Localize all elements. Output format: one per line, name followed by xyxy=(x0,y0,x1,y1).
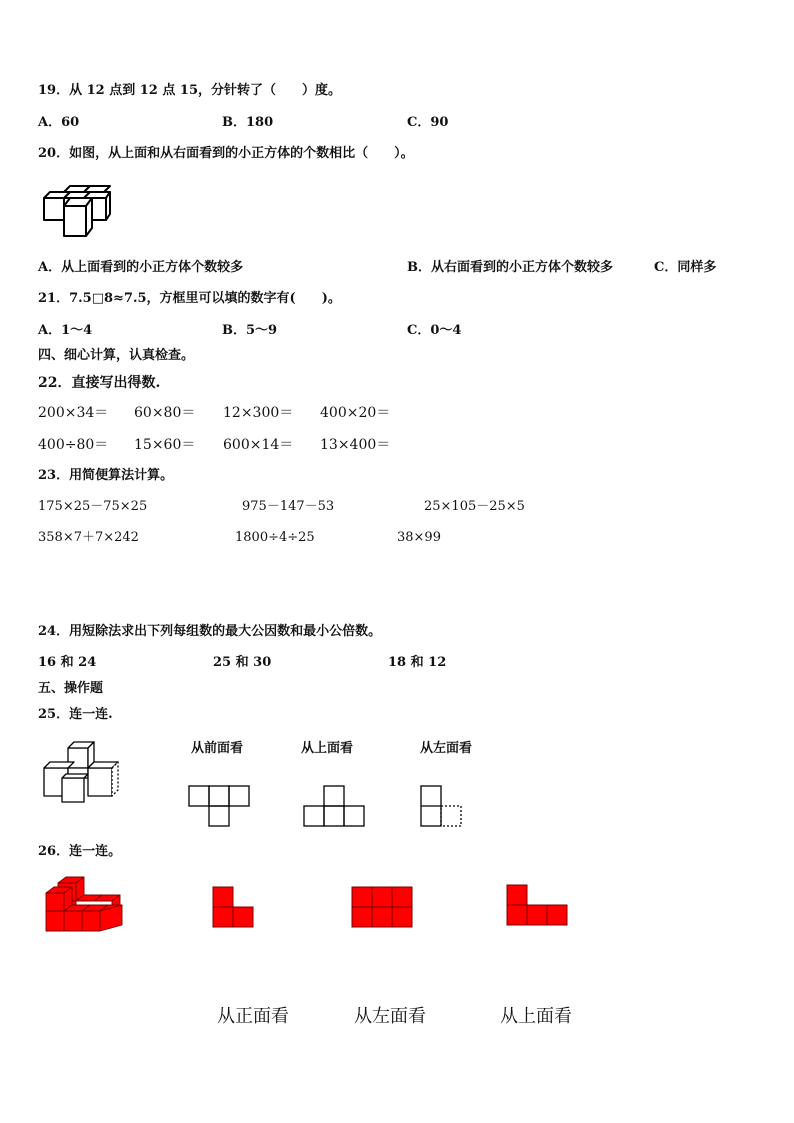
q23-item: 358×7＋7×242 xyxy=(38,530,139,545)
q24-item: 16 和 24 xyxy=(38,655,97,670)
q23-item: 38×99 xyxy=(397,530,441,545)
q21-stem: 21．7.5□8≈7.5，方框里可以填的数字有( )。 xyxy=(38,291,341,306)
q21-option-b: B．5～9 xyxy=(222,323,278,338)
q26-caption-front: 从正面看 xyxy=(217,1006,289,1027)
q25-view-left-shape xyxy=(421,786,463,828)
q26-solid-figure xyxy=(46,875,126,937)
q20-option-a: A．从上面看到的小正方体个数较多 xyxy=(38,260,244,275)
q20-cube-figure xyxy=(44,184,114,240)
q22-item: 13×400＝ xyxy=(320,437,391,453)
q22-stem: 22．直接写出得数. xyxy=(38,375,161,391)
q19-stem: 19．从 12 点到 12 点 15，分针转了（ ）度。 xyxy=(38,83,341,98)
q26-view-shape-1 xyxy=(213,887,255,929)
q23-item: 175×25－75×25 xyxy=(38,499,148,514)
q20-option-b: B．从右面看到的小正方体个数较多 xyxy=(407,260,613,275)
q22-item: 400÷80＝ xyxy=(38,437,109,453)
q20-stem: 20．如图，从上面和从右面看到的小正方体的个数相比（ ）。 xyxy=(38,146,414,161)
q25-view-left: 从左面看 xyxy=(420,741,473,756)
q26-stem: 26．连一连。 xyxy=(38,844,122,859)
q22-item: 600×14＝ xyxy=(223,437,294,453)
q19-option-b: B．180 xyxy=(222,115,274,130)
q22-item: 200×34＝ xyxy=(38,405,109,421)
q22-item: 60×80＝ xyxy=(134,405,196,421)
q24-item: 25 和 30 xyxy=(213,655,272,670)
q26-view-shape-2 xyxy=(352,887,414,929)
q23-item: 975－147－53 xyxy=(242,499,335,514)
section-4-title: 四、细心计算，认真检查。 xyxy=(38,348,195,363)
q23-item: 25×105－25×5 xyxy=(424,499,525,514)
q22-item: 15×60＝ xyxy=(134,437,196,453)
q25-view-top-shape xyxy=(304,786,366,828)
q26-caption-top: 从上面看 xyxy=(500,1006,572,1027)
q24-stem: 24．用短除法求出下列每组数的最大公因数和最小公倍数。 xyxy=(38,624,382,639)
q25-solid-figure xyxy=(44,742,124,806)
q23-item: 1800÷4÷25 xyxy=(235,530,315,545)
q25-view-front: 从前面看 xyxy=(191,741,244,756)
q20-option-c: C．同样多 xyxy=(654,260,717,275)
section-5-title: 五、操作题 xyxy=(38,681,104,696)
q19-option-c: C．90 xyxy=(407,115,449,130)
q26-view-shape-3 xyxy=(507,885,569,927)
q23-stem: 23．用简便算法计算。 xyxy=(38,468,174,483)
q26-caption-left: 从左面看 xyxy=(354,1006,426,1027)
q21-option-a: A．1～4 xyxy=(38,323,93,338)
q24-item: 18 和 12 xyxy=(388,655,447,670)
q25-view-front-shape xyxy=(189,786,251,828)
q25-stem: 25．连一连. xyxy=(38,707,113,722)
q22-item: 400×20＝ xyxy=(320,405,391,421)
q22-item: 12×300＝ xyxy=(223,405,294,421)
q21-option-c: C．0～4 xyxy=(407,323,462,338)
q25-view-top: 从上面看 xyxy=(301,741,354,756)
q19-option-a: A．60 xyxy=(38,115,80,130)
